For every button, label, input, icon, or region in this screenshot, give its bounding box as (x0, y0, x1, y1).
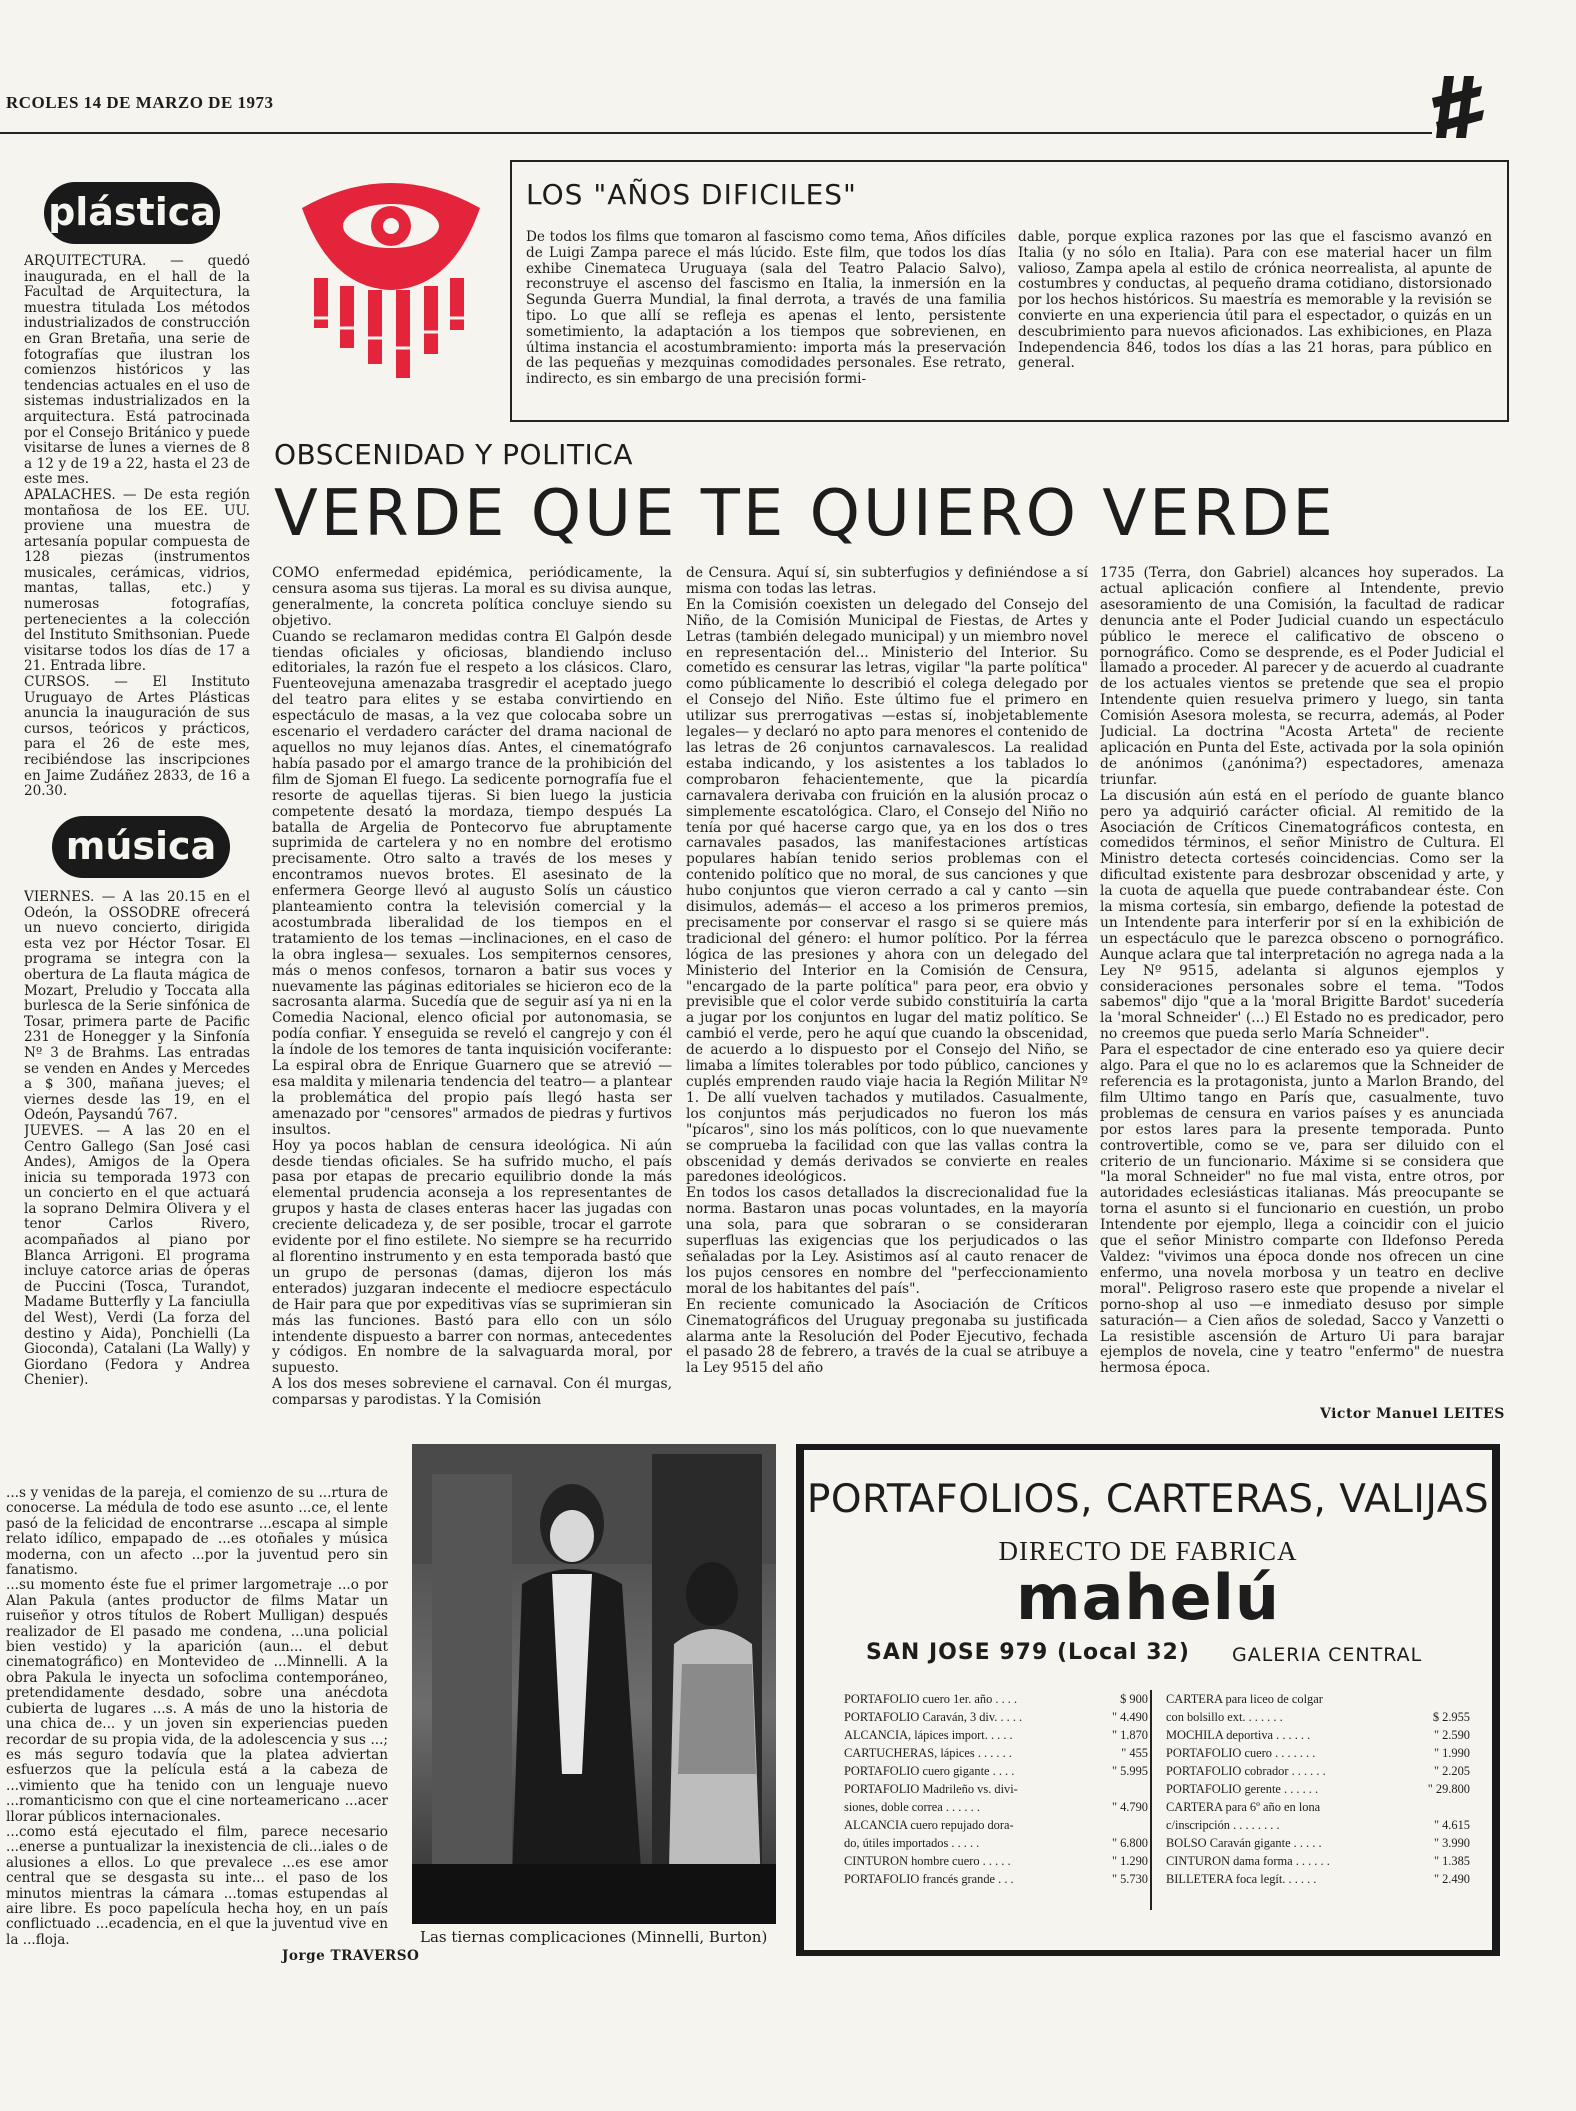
header-rule (0, 132, 1432, 134)
photo-caption: Las tiernas complicaciones (Minnelli, Burton) (420, 1928, 768, 1946)
film-still-photo (412, 1444, 776, 1924)
ad-item-price: " 1.290 (1111, 1854, 1148, 1868)
ad-item-name: PORTAFOLIO Madrileño vs. divi- (844, 1782, 1018, 1796)
anos-dificiles-col2: dable, porque explica razones por las que el fascismo avanzó en Italia (y no sólo en Italia). Para con ese material hacer un film valioso, Zampa apela al estilo de crónica neorrealista, al apunte de costumbres y conductas, al pequeño drama cotidiano, distorsionado por los hechos históricos. Su maestría es memorable y la revisión se convierte en una experiencia útil para el espectador, o quizás en un descubrimiento para nuevos aficionados. Las exhibiciones, en Plaza Independencia 846, todos los días a las 21 horas, para público en general. (1018, 230, 1492, 372)
ad-price-row (1156, 1852, 1474, 1870)
ad-item-price: $ 2.955 (1432, 1710, 1470, 1724)
film-review-signature: Jorge TRAVERSO (282, 1948, 420, 1964)
ad-item-price: " 455 (1121, 1746, 1148, 1760)
ad-price-row (1156, 1798, 1474, 1816)
ad-item-name: c/inscripción . . . . . . . . (1166, 1818, 1280, 1832)
ad-price-row (834, 1852, 1152, 1870)
ad-item-name: siones, doble correa . . . . . . (844, 1800, 980, 1814)
ad-item-name: con bolsillo ext. . . . . . . (1166, 1710, 1283, 1724)
ad-gallery: GALERIA CENTRAL (1232, 1644, 1423, 1666)
ad-item-price: " 2.590 (1433, 1728, 1470, 1742)
ad-item-name: do, útiles importados . . . . . (844, 1836, 980, 1850)
ad-item-name: PORTAFOLIO francés grande . . . (844, 1872, 1014, 1886)
ad-item-name: PORTAFOLIO cuero 1er. año . . . . (844, 1692, 1018, 1706)
mahelu-ad-inner (804, 1450, 1492, 1950)
page-date: RCOLES 14 DE MARZO DE 1973 (6, 93, 274, 112)
ad-item-price: " 1.990 (1433, 1746, 1470, 1760)
article-col2: de Censura. Aquí sí, sin subterfugios y definiéndose a sí misma con todas las letras. En la Comisión coexisten un delegado del Consejo del Niño, de la Comisión Municipal de Fiestas, de Artes y Letras (también delegado municipal) y un miembro novel en representación del... Ministerio del Interior. Su cometido es censurar las letras, vigilar "la parte política" como públicamente lo describió el colega delegado por el Consejo del Niño. Este último fue el primero en utilizar sus prerrogativas —estas sí, inobjetablemente legales— y declaró no apto para menores el contenido de las letras de 26 conjuntos carnavalescos. La realidad estaba indicando, y los asistentes a los tablados lo comprobaron fehacientemente, que la picardía carnavalera derivaba con fruición en la alusión procaz o simplemente escatológica. Claro, el Consejo del Niño no tenía por qué hacerse cargo que, ya en los dos o tres carnavales pasados, las manifestaciones artísticas populares habían tenido serios problemas con el contenido político que no moral, de sus canciones y que hubo conjuntos que vieron cerrado a cal y canto —sin disimulos, además— el acceso a los primeros premios, precisamente por conservar el rasgo si se quiere más tradicional del género: el humor político. Por la férrea lógica de las presiones y ahora con un delegado del Ministerio del Interior en la Comisión de Censura, "encargado de la parte política" para peor, era obvio y previsible que el color verde subido constituiría la carta a jugar por los conjuntos en lugar del matiz político. Se cambió el verde, pero he aquí que cuando la obscenidad, de acuerdo a lo dispuesto por el Consejo del Niño, se limaba a límites tolerables por todo público, canciones y cuplés emprenden raudo viaje hacia la Región Militar Nº 1. De allí vuelven tachados y mutilados. Casualmente, los conjuntos más perjudicados no fueron los más "pícaros", sino los más políticos, con lo que nuevamente se comprueba la facilidad con que las vallas contra la obscenidad y demás derivados se convierte en reales paredones ideológicos. En todos los casos detallados la discrecionalidad fue la norma. Bastaron unas pocas voluntades, en la mayoría una sola, para que sobraran o se consideraran superfluas las exigencias que los perjudicados o las señaladas por la Ley. Asistimos así al cauto renacer de los pujos censores en nombre del "perfeccionamiento moral de los habitantes del país". En reciente comunicado la Asociación de Críticos Cinematográficos del Uruguay pregonaba su justificada alarma ante la Resolución del Poder Ejecutivo, fechada el pasado 28 de febrero, a través de la cual se atribuye a la Ley 9515 del año (686, 566, 1088, 1377)
article-kicker: OBSCENIDAD Y POLITICA (274, 438, 634, 471)
sidebar-plastica-text: ARQUITECTURA. — quedó inaugurada, en el hall de la Facultad de Arquitectura, la muestra titulada Los métodos industrializados de construcción en Gran Bretaña, una serie de fotografías que ilustran los comienzos históricos y las tendencias actuales en el uso de sistemas industrializados en la arquitectura. Está patrocinada por el Consejo Británico y puede visitarse de lunes a viernes de 8 a 12 y de 19 a 22, hasta el 23 de este mes. APALACHES. — De esta región montañosa de los EE. UU. proviene una muestra de artesanía popular compuesta de 128 piezas (instrumentos musicales, cerámicas, vidrios, mantas, tallas, etc.) y numerosas fotografías, pertenecientes a la colección del Instituto Smithsonian. Puede visitarse todos los días de 17 a 21. Entrada libre. CURSOS. — El Instituto Uruguayo de Artes Plásticas anuncia la inauguración de sus cursos, teóricos y prácticos, para el 26 de este mes, recibiéndose las inscripciones en Jaime Zudáñez 2833, de 16 a 20.30. (24, 254, 250, 798)
ad-item-name: BOLSO Caraván gigante . . . . . (1166, 1836, 1322, 1850)
ad-price-row (1156, 1780, 1474, 1798)
ad-price-row (834, 1744, 1152, 1762)
ad-column-divider (1150, 1690, 1152, 1910)
anos-dificiles-box (510, 160, 1509, 422)
ad-item-name: CINTURON hombre cuero . . . . . (844, 1854, 1011, 1868)
ad-brand: mahelú (1015, 1561, 1281, 1634)
ad-item-price: " 2.490 (1433, 1872, 1470, 1886)
ad-item-price: " 4.615 (1433, 1818, 1470, 1832)
ad-price-row (834, 1762, 1152, 1780)
ad-price-list-left (834, 1690, 1152, 1888)
ad-item-name: PORTAFOLIO cuero . . . . . . . (1166, 1746, 1316, 1760)
ad-price-row (834, 1726, 1152, 1744)
ad-item-price: " 3.990 (1433, 1836, 1470, 1850)
ad-price-row (834, 1816, 1152, 1834)
ad-item-price: " 2.205 (1433, 1764, 1470, 1778)
ad-item-price (1386, 1798, 1474, 1816)
mahelu-ad (796, 1444, 1500, 1956)
ad-price-row (834, 1834, 1152, 1852)
ad-price-row (834, 1708, 1152, 1726)
ad-item-name: ALCANCIA, lápices import. . . . . (844, 1728, 1013, 1742)
ad-item-name: CARTUCHERAS, lápices . . . . . . (844, 1746, 1012, 1760)
ad-price-row (1156, 1762, 1474, 1780)
ad-item-price: " 4.490 (1111, 1710, 1148, 1724)
section-badge-plastica: plástica (44, 182, 220, 244)
ad-item-name: CARTERA para liceo de colgar (1166, 1692, 1323, 1706)
ad-price-row (834, 1798, 1152, 1816)
ad-item-name: PORTAFOLIO cuero gigante . . . . (844, 1764, 1015, 1778)
ad-item-name: CINTURON dama forma . . . . . . (1166, 1854, 1330, 1868)
ad-price-row (834, 1690, 1152, 1708)
ad-item-price: " 29.800 (1427, 1782, 1470, 1796)
ad-item-price: " 4.790 (1111, 1800, 1148, 1814)
ad-price-row (834, 1780, 1152, 1798)
article-col1: COMO enfermedad epidémica, periódicamente, la censura asoma sus tijeras. La moral es su divisa aunque, generalmente, la concreta política concluye siendo su objetivo. Cuando se reclamaron medidas contra El Galpón desde tiendas oficiales y oficiosas, blandiendo incluso editoriales, la razón fue el respeto a los clásicos. Claro, Fuenteovejuna amenazaba trasgredir el aceptado juego del teatro para elites y se estaba convirtiendo en espectáculo de masas, a la vez que colocaba sobre un escenario el verdadero carácter del drama nacional de aquellos no muy lejanos días. Antes, el cinematógrafo había pasado por el amargo trance de la prohibición del film de Sjoman El fuego. La sedicente pornografía fue el resorte de aquellas tijeras. Si bien luego la justicia competente desató la mordaza, tiempo después La batalla de Argelia de Pontecorvo fue abruptamente suprimida de cartelera y no en nombre del erotismo precisamente. Otro salto a través de los meses y encontramos nuevos brotes. El asesinato de la enfermera George llevó al augusto Solís un cáustico planteamiento contra la televisión comercial y la acostumbrada liberalidad de los tiempos en el tratamiento de los temas —inclinaciones, en el caso de la obra inglesa— sexuales. Los sempiternos censores, más o menos confesos, tornaron a batir sus voces y nuevamente las páginas editoriales se hicieron eco de la sacrosanta alarma. Sucedía que de seguir así ya ni en la Comedia Nacional, elenco oficial por autonomasia, se podía confiar. Y enseguida se reveló el cangrejo y con él la índole de los temores de tanta inquisición vociferante: La espiral obra de Enrique Guarnero que se atrevió —esa maldita y milenaria tendencia del teatro— a plantear la problemática del propio país llegó hasta ser amenazado por "censores" armados de piedras y furtivos insultos. Hoy ya pocos hablan de censura ideológica. Ni aún desde tiendas oficiales. Se ha sufrido mucho, el país pasa por etapas de precario equilibrio donde la más elemental prudencia aconseja a los representantes de grupos y hasta de clases enteras hacer las jugadas con creciente delicadeza y, de ser posible, trocar el garrote evidente por el fino estilete. No siempre se ha recurrido al florentino instrumento y en esta temporada bastó que un grupo de personas (damas, dijeron los más enterados) juzgaran indecente el mediocre espectáculo de Hair para que por expeditivas vías se suprimieran sin más las funciones. Bastó para ello con un sólo intendente dispuesto a barrer con normas, antecedentes y códigos. En nombre de la salvaguarda moral, por supuesto. A los dos meses sobreviene el carnaval. Con él murgas, comparsas y parodistas. Y la Comisión (272, 566, 672, 1409)
ad-price-row (834, 1870, 1152, 1888)
ad-price-row (1156, 1816, 1474, 1834)
section-badge-musica: música (52, 816, 230, 878)
ad-subhead: DIRECTO DE FABRICA (998, 1536, 1298, 1566)
ad-address: SAN JOSE 979 (Local 32) (866, 1640, 1190, 1665)
ad-item-price (1064, 1780, 1152, 1798)
anos-dificiles-title: LOS "AÑOS DIFICILES" (526, 178, 857, 211)
article-headline: VERDE QUE TE QUIERO VERDE (274, 477, 1336, 551)
ad-item-price: $ 900 (1120, 1692, 1148, 1706)
ad-headline: PORTAFOLIOS, CARTERAS, VALIJAS (806, 1477, 1490, 1522)
ad-item-name: PORTAFOLIO Caraván, 3 div. . . . . (844, 1710, 1023, 1724)
article-col3: 1735 (Terra, don Gabriel) alcances hoy superados. La actual aplicación confiere al Intendente, previo asesoramiento de una Comisión, la facultad de radicar denuncia ante el Poder Judicial cuando un espectáculo público le merece el calificativo de obsceno o pornográfico. Como se desprende, es el Poder Judicial el llamado a proceder. Al parecer y de acuerdo al cuadrante de los actuales vientos se pretende que sea el propio Intendente quien resuelva primero y luego, sin tanta Comisión Asesora molesta, se recurra, además, al Poder Judicial. La doctrina "Acosta Arteta" de reciente aplicación en Punta del Este, activada por la sola opinión de anónimos (¿anónima?) espectadores, amenaza triunfar. La discusión aún está en el período de guante blanco pero ya adquirió carácter oficial. Al remitido de la Asociación de Críticos Cinematográficos contesta, en comedidos términos, el señor Ministro de Cultura. El Ministro detecta cortesés coincidencias. Como ser la dificultad existente para desbrozar obscenidad y arte, y la cuota de aquella que puede contrabandear éste. Con la misma cortesía, sin embargo, defiende la potestad de un Intendente para interferir por sí en la exhibición de un espectáculo que le parezca obsceno o pornográfico. Aunque aclara que tal interpretación no agrega nada a la Ley Nº 9515, adelanta si algunos ejemplos y consideraciones personales sobre el tema. "Todos sabemos" dijo "que a la 'moral Brigitte Bardot' sucedería la 'moral Schneider' (...) El Estado no es predicador, pero no creemos que pueda serlo María Schneider". Para el espectador de cine enterado eso ya quiere decir algo. Para el que no lo es aclaremos que la Schneider de referencia es la protagonista, junto a Marlon Brando, del film Ultimo tango en París que, casualmente, tuvo problemas de censura en varios países y es anunciada por estos lares para la presente temporada. Punto controvertible, como se ve, para ser diluido con el criterio de un funcionario. Máxime si se considera que "la moral Schneider" no fue mal vista, entre otros, por autoridades eclesiásticas italianas. Más preocupante se torna el asunto si el funcionario en cuestión, un probo Intendente por ejemplo, llega a coincidir con el juicio que el señor Ministro comparte con Ildefonso Pereda Valdez: "vivimos una época donde nos ofrecen un cine enfermo, una novela morbosa y un teatro en declive moral". Peligroso rasero este que propende a nivelar el porno-shop al uso —e inmediato desuso por simple saturación— a Cien años de soledad, Sacco y Vanzetti o La resistible ascensión de Arturo Ui para barajar ejemplos de novela, cine y teatro "enfermo" de nuestra hermosa época. (1100, 566, 1504, 1377)
ad-price-row (1156, 1726, 1474, 1744)
ad-price-row (1156, 1870, 1474, 1888)
ad-item-price: " 6.800 (1111, 1836, 1148, 1850)
ad-price-row (1156, 1834, 1474, 1852)
ad-item-price (1064, 1816, 1152, 1834)
ad-item-name: ALCANCIA cuero repujado dora- (844, 1818, 1014, 1832)
ad-item-name: MOCHILA deportiva . . . . . . (1166, 1728, 1311, 1742)
ad-item-price: " 1.870 (1111, 1728, 1148, 1742)
sidebar-musica-text: VIERNES. — A las 20.15 en el Odeón, la OSSODRE ofrecerá un nuevo concierto, dirigida esta vez por Héctor Tosar. El programa se integra con la obertura de La flauta mágica de Mozart, Preludio y Toccata alla burlesca de la Serie sinfónica de Tosar, primera parte de Pacific 231 de Honegger y la Sinfonía Nº 3 de Brahms. Las entradas se venden en Andes y Mercedes a $ 300, mañana jueves; el viernes desde las 19, en el Odeón, Paysandú 767. JUEVES. — A las 20 en el Centro Gallego (San José casi Andes), Amigos de la Opera inicia su temporada 1973 con un concierto en el que actuará la soprano Delmira Olivera y el tenor Carlos Rivero, acompañados al piano por Blanca Arrigoni. El programa incluye catorce arias de óperas de Puccini (Tosca, Turandot, Madame Butterfly y La fanciulla del West), Verdi (La forza del destino y Aida), Ponchielli (La Gioconda), Catalani (La Wally) y Giordano (Fedora y Andrea Chenier). (24, 890, 250, 1389)
film-review-text: ...s y venidas de la pareja, el comienzo de su ...rtura de conocerse. La médula de todo ese asunto ...ce, el lente pasó de la felicidad de encontrarse ...escapa al simple relato idílico, empapado de ...es otoñales y música moderna, con un afecto ...por la juventud pero sin fanatismo. ...su momento éste fue el primer largometraje ...o por Alan Pakula (antes productor de films Matar un ruiseñor y otros títulos de Robert Mulligan) después realizador de El pasado me condena, ...una policial bien vestido) y la aparición (aun... el debut cinematográfico) en Montevideo de ...Minnelli. A la obra Pakula le inyecta un sofoclima contemporáneo, pretendidamente desdado, sobre una anécdota cubierta de lugares ...s. A más de uno la historia de una chica de... y un joven sin experiencias pueden recordar de su propia vida, de la adolescencia y sus ...; es más seguro todavía que la platea adviertan esfuerzos que la película está a la cabeza de ...vimiento que ha tenido con un lenguaje nuevo ...romanticismo con que el cine norteamericano ...acer llorar públicos internacionales. ...como está ejecutado el film, parece necesario ...enerse a puntualizar la inexistencia de cli...iales o de alusiones a ellos. Lo que prevalece ...es ese amor central que se desgasta su inte... el paso de los minutos mientras la cámara ...tomas estupendas al aire libre. Es poco papelícula hecha hoy, en un país conflictuado ...ecadencia, en el que la juventud vive en la ...floja. (6, 1486, 388, 1948)
crying-eye-illustration (292, 168, 490, 394)
anos-dificiles-col1: De todos los films que tomaron al fascismo como tema, Años difíciles de Luigi Zampa parece el más lúcido. Este film, que todos los días exhibe Cinemateca Uruguaya (sala del Teatro Palacio Salvo), reconstruye el ascenso del fascismo en Italia, la inmersión en la Segunda Guerra Mundial, la final derrota, a través de una familia tipo. Lo que allí se refleja es apenas el lento, persistente sometimiento, la adaptación a los tiempos que sobrevienen, en última instancia el acostumbramiento: importa más la preservación de las pequeñas y mezquinas comodidades personales. Ese retrato, indirecto, es sin embargo de una precisión formi- (526, 230, 1006, 388)
ad-item-price: " 5.730 (1111, 1872, 1148, 1886)
ad-price-list-right (1156, 1690, 1474, 1888)
ad-item-price (1386, 1690, 1474, 1708)
ad-price-row (1156, 1690, 1474, 1708)
ad-item-price: " 1.385 (1433, 1854, 1470, 1868)
ad-item-name: CARTERA para 6º año en lona (1166, 1800, 1321, 1814)
article-signature: Victor Manuel LEITES (1320, 1406, 1505, 1422)
ad-price-row (1156, 1708, 1474, 1726)
ad-item-name: BILLETERA foca legít. . . . . . (1166, 1872, 1317, 1886)
ad-item-name: PORTAFOLIO gerente . . . . . . (1166, 1782, 1319, 1796)
ad-item-name: PORTAFOLIO cobrador . . . . . . (1166, 1764, 1326, 1778)
ad-item-price: " 5.995 (1111, 1764, 1148, 1778)
newspaper-logo-icon (1432, 72, 1484, 142)
ad-price-row (1156, 1744, 1474, 1762)
